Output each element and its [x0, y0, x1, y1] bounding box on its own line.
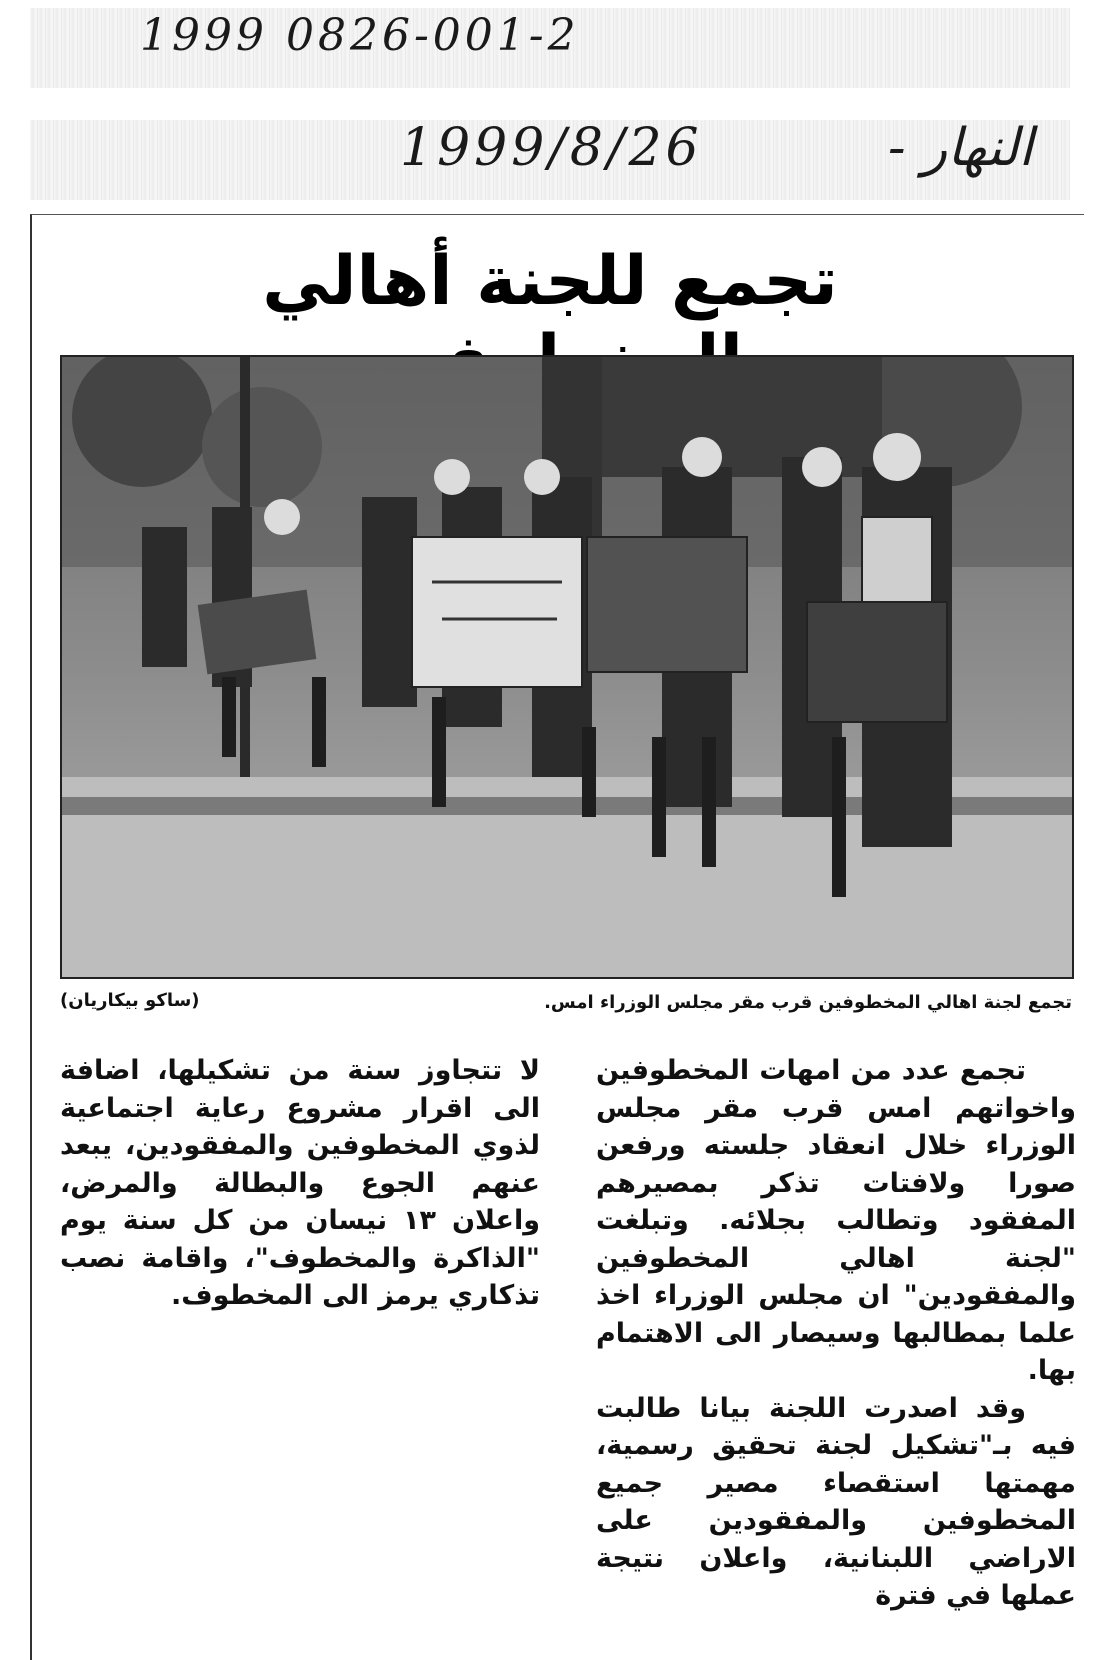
article-paragraph: وقد اصدرت اللجنة بيانا طالبت فيه بـ"تشكيل لجنة تحقيق رسمية، مهمتها استقصاء مصير جميع المخطوفين والمفقودين على الاراضي اللبنانية، واعلان نتيجة عملها في فترة — [596, 1392, 1076, 1611]
photo-caption: تجمع لجنة اهالي المخطوفين قرب مقر مجلس الوزراء امس. — [544, 992, 1072, 1013]
photo-credit: (ساكو بيكاريان) — [60, 990, 200, 1011]
handwritten-source: النهار - — [887, 118, 1033, 178]
handwritten-date: 1999/8/26 — [400, 118, 703, 178]
archive-code: 1999 0826-001-2 — [140, 10, 580, 61]
article-paragraph: لا تتجاوز سنة من تشكيلها، اضافة الى اقرار مشروع رعاية اجتماعية لذوي المخطوفين والمفقودين، يبعد عنهم الجوع والبطالة والمرض، واعلان ١٣ نيسان من كل سنة يوم "الذاكرة والمخطوف"، واقامة نصب تذكاري يرمز الى المخطوف. — [60, 1055, 540, 1311]
article-paragraph: تجمع عدد من امهات المخطوفين واخواتهم امس قرب مقر مجلس الوزراء خلال انعقاد جلسته ورفعن صورا ولافتات تذكر بمصيرهم المفقود وتطالب بجلائه. وتبلغت "لجنة اهالي المخطوفين والمفقودين" ان مجلس الوزراء اخذ علما بمطالبها وسيصار الى الاهتمام بها. — [596, 1055, 1076, 1386]
photo-illustration — [62, 357, 1072, 977]
article-column-right — [596, 1052, 1076, 1615]
article-column-left — [60, 1052, 540, 1315]
headline: تجمع للجنة أهالي — [262, 242, 838, 321]
news-photo — [60, 355, 1074, 979]
